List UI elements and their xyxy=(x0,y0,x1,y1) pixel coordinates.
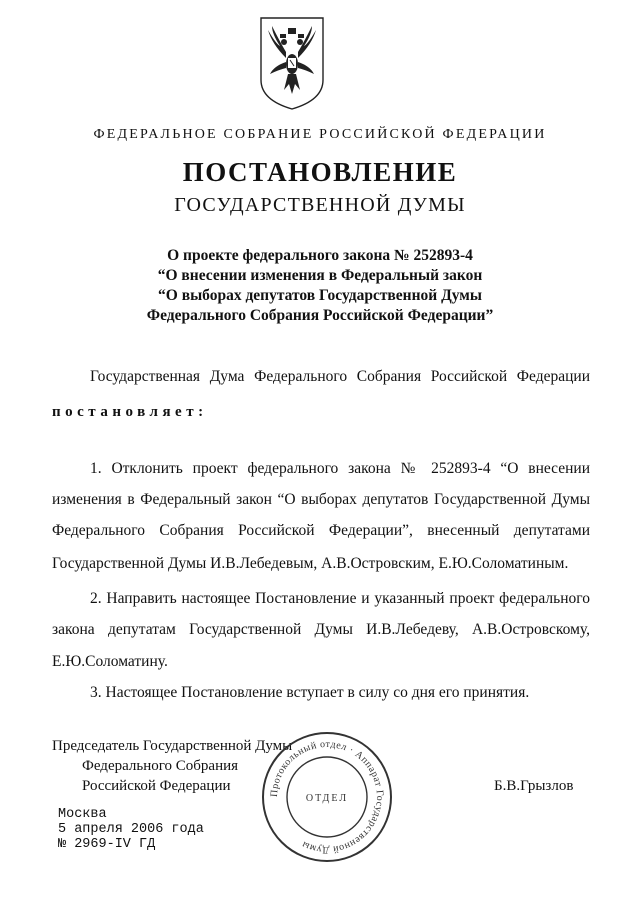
assembly-heading: ФЕДЕРАЛЬНОЕ СОБРАНИЕ РОССИЙСКОЙ ФЕДЕРАЦИИ xyxy=(93,127,547,142)
item-1-line: изменения в Федеральный закон “О выборах депутатов Государственной Думы xyxy=(52,491,590,508)
preamble-text: Государственная Дума Федерального Собрания Российской Федерации xyxy=(90,368,590,385)
document-number: № 2969-IV ГД xyxy=(58,837,156,852)
subject-line: Федерального Собрания Российской Федерации” xyxy=(146,307,494,324)
signer-title-line: Федерального Собрания xyxy=(82,758,239,774)
item-2-line: Е.Ю.Соломатину. xyxy=(52,653,168,670)
stamp-outer-text: Протокольный отдел · Аппарат Государственной Думы xyxy=(268,738,386,856)
signer-name: Б.В.Грызлов xyxy=(494,778,574,794)
subject-line: О проекте федерального закона № 252893-4 xyxy=(167,247,473,264)
document-subtitle: ГОСУДАРСТВЕННОЙ ДУМЫ xyxy=(174,194,466,216)
city: Москва xyxy=(58,807,107,822)
item-1-line: Федерального Собрания Российской Федерации”, внесенный депутатами xyxy=(52,522,590,539)
item-3-line: 3. Настоящее Постановление вступает в силу со дня его принятия. xyxy=(90,684,530,701)
document-title: ПОСТАНОВЛЕНИЕ xyxy=(182,157,458,187)
decrees-word: постановляет: xyxy=(52,404,208,420)
item-2-line: закона депутатам Государственной Думы И.В.Лебедеву, А.В.Островскому, xyxy=(52,621,590,638)
signer-title-line: Российской Федерации xyxy=(82,778,231,794)
stamp-center-text: ОТДЕЛ xyxy=(305,793,349,804)
item-1-line: 1. Отклонить проект федерального закона № 252893-4 “О внесении xyxy=(90,460,590,477)
official-stamp-icon xyxy=(258,728,396,866)
subject-line: “О внесении изменения в Федеральный закон xyxy=(157,267,483,284)
item-1-line: Государственной Думы И.В.Лебедевым, А.В.Островским, Е.Ю.Соломатиным. xyxy=(52,555,569,572)
coat-of-arms-icon xyxy=(258,14,326,112)
subject-line: “О выборах депутатов Государственной Думы xyxy=(158,287,482,304)
item-2-line: 2. Направить настоящее Постановление и указанный проект федерального xyxy=(90,590,590,607)
signer-title-line: Председатель Государственной Думы xyxy=(52,738,293,754)
date: 5 апреля 2006 года xyxy=(58,822,204,837)
